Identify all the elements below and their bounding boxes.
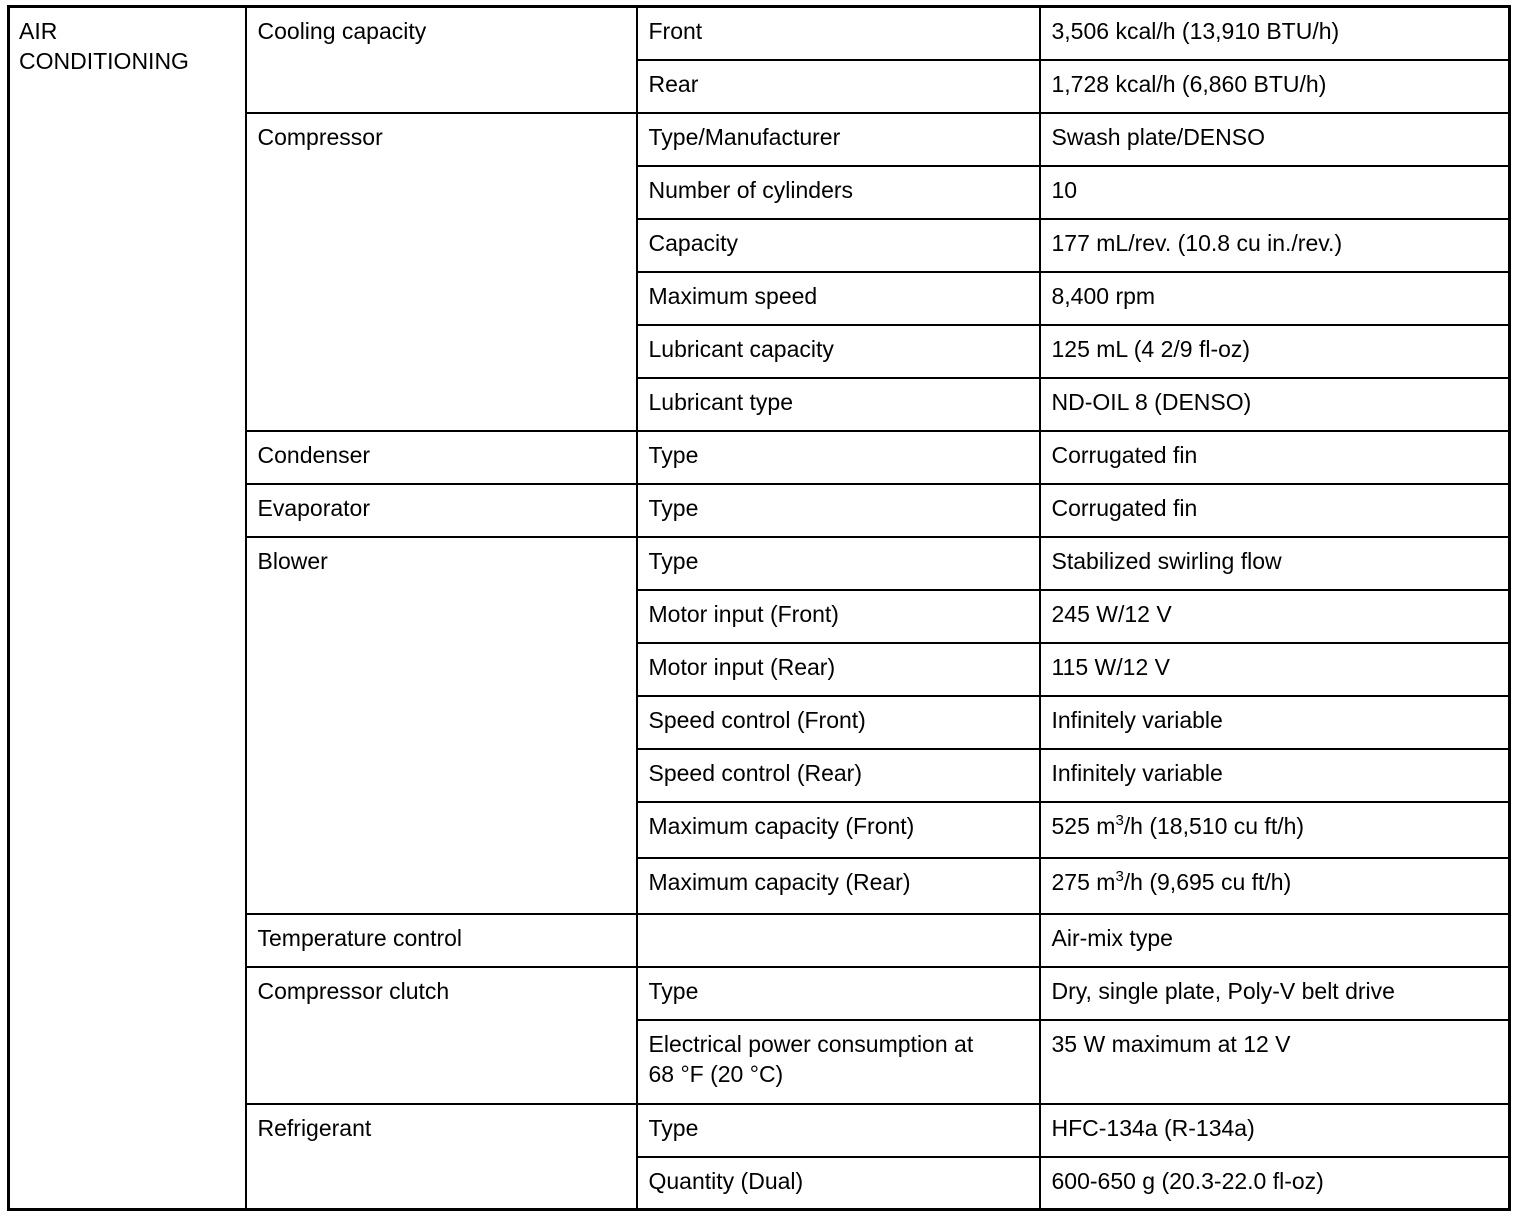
group-compressor-clutch: Compressor clutch [246, 967, 637, 1104]
spec-value: 177 mL/rev. (10.8 cu in./rev.) [1040, 219, 1510, 272]
spec-label: Type [637, 484, 1040, 537]
spec-value: 35 W maximum at 12 V [1040, 1020, 1510, 1104]
spec-label: Speed control (Rear) [637, 749, 1040, 802]
spec-label: Quantity (Dual) [637, 1157, 1040, 1210]
spec-value: HFC-134a (R-134a) [1040, 1104, 1510, 1157]
spec-value [1040, 802, 1510, 858]
spec-label: Type [637, 431, 1040, 484]
spec-label: Number of cylinders [637, 166, 1040, 219]
label-line-1: Electrical power consumption at [648, 1030, 974, 1057]
spec-label: Speed control (Front) [637, 696, 1040, 749]
spec-value: 600-650 g (20.3-22.0 fl-oz) [1040, 1157, 1510, 1210]
spec-label: Capacity [637, 219, 1040, 272]
spec-label: Motor input (Front) [637, 590, 1040, 643]
spec-value: 10 [1040, 166, 1510, 219]
value-rest: /h (9,695 cu ft/h) [1123, 868, 1292, 895]
spec-label: Type [637, 1104, 1040, 1157]
value-number: 275 m [1051, 868, 1116, 895]
group-condenser: Condenser [246, 431, 637, 484]
value-superscript: 3 [1115, 811, 1124, 829]
label-line-2: 68 °F (20 °C) [648, 1060, 784, 1087]
spec-value: Stabilized swirling flow [1040, 537, 1510, 590]
spec-value: ND-OIL 8 (DENSO) [1040, 378, 1510, 431]
value-superscript: 3 [1115, 867, 1124, 885]
spec-value: 125 mL (4 2/9 fl-oz) [1040, 325, 1510, 378]
group-blower: Blower [246, 537, 637, 914]
spec-value: Dry, single plate, Poly-V belt drive [1040, 967, 1510, 1020]
spec-label: Type [637, 537, 1040, 590]
group-evaporator: Evaporator [246, 484, 637, 537]
section-title: AIR CONDITIONING [9, 7, 246, 1210]
group-compressor: Compressor [246, 113, 637, 431]
group-temperature-control: Temperature control [246, 914, 637, 967]
spec-value: Infinitely variable [1040, 749, 1510, 802]
spec-label: Lubricant capacity [637, 325, 1040, 378]
spec-label: Rear [637, 60, 1040, 113]
spec-label [637, 1020, 1040, 1104]
spec-value: Infinitely variable [1040, 696, 1510, 749]
spec-label: Maximum capacity (Front) [637, 802, 1040, 858]
value-number: 525 m [1051, 812, 1116, 839]
spec-value: 115 W/12 V [1040, 643, 1510, 696]
spec-value: Corrugated fin [1040, 431, 1510, 484]
spec-value: Swash plate/DENSO [1040, 113, 1510, 166]
group-refrigerant: Refrigerant [246, 1104, 637, 1210]
spec-label: Maximum speed [637, 272, 1040, 325]
spec-label: Type/Manufacturer [637, 113, 1040, 166]
group-cooling-capacity: Cooling capacity [246, 7, 637, 113]
spec-value: 8,400 rpm [1040, 272, 1510, 325]
spec-value: Air-mix type [1040, 914, 1510, 967]
spec-label: Maximum capacity (Rear) [637, 858, 1040, 914]
spec-value: Corrugated fin [1040, 484, 1510, 537]
spec-label: Motor input (Rear) [637, 643, 1040, 696]
spec-label: Front [637, 7, 1040, 60]
spec-label [637, 914, 1040, 967]
spec-value: 3,506 kcal/h (13,910 BTU/h) [1040, 7, 1510, 60]
value-rest: /h (18,510 cu ft/h) [1123, 812, 1305, 839]
spec-label: Type [637, 967, 1040, 1020]
spec-value: 1,728 kcal/h (6,860 BTU/h) [1040, 60, 1510, 113]
air-conditioning-spec-table [7, 5, 1511, 1211]
spec-value [1040, 858, 1510, 914]
spec-value: 245 W/12 V [1040, 590, 1510, 643]
spec-label: Lubricant type [637, 378, 1040, 431]
table-row [9, 7, 1510, 60]
